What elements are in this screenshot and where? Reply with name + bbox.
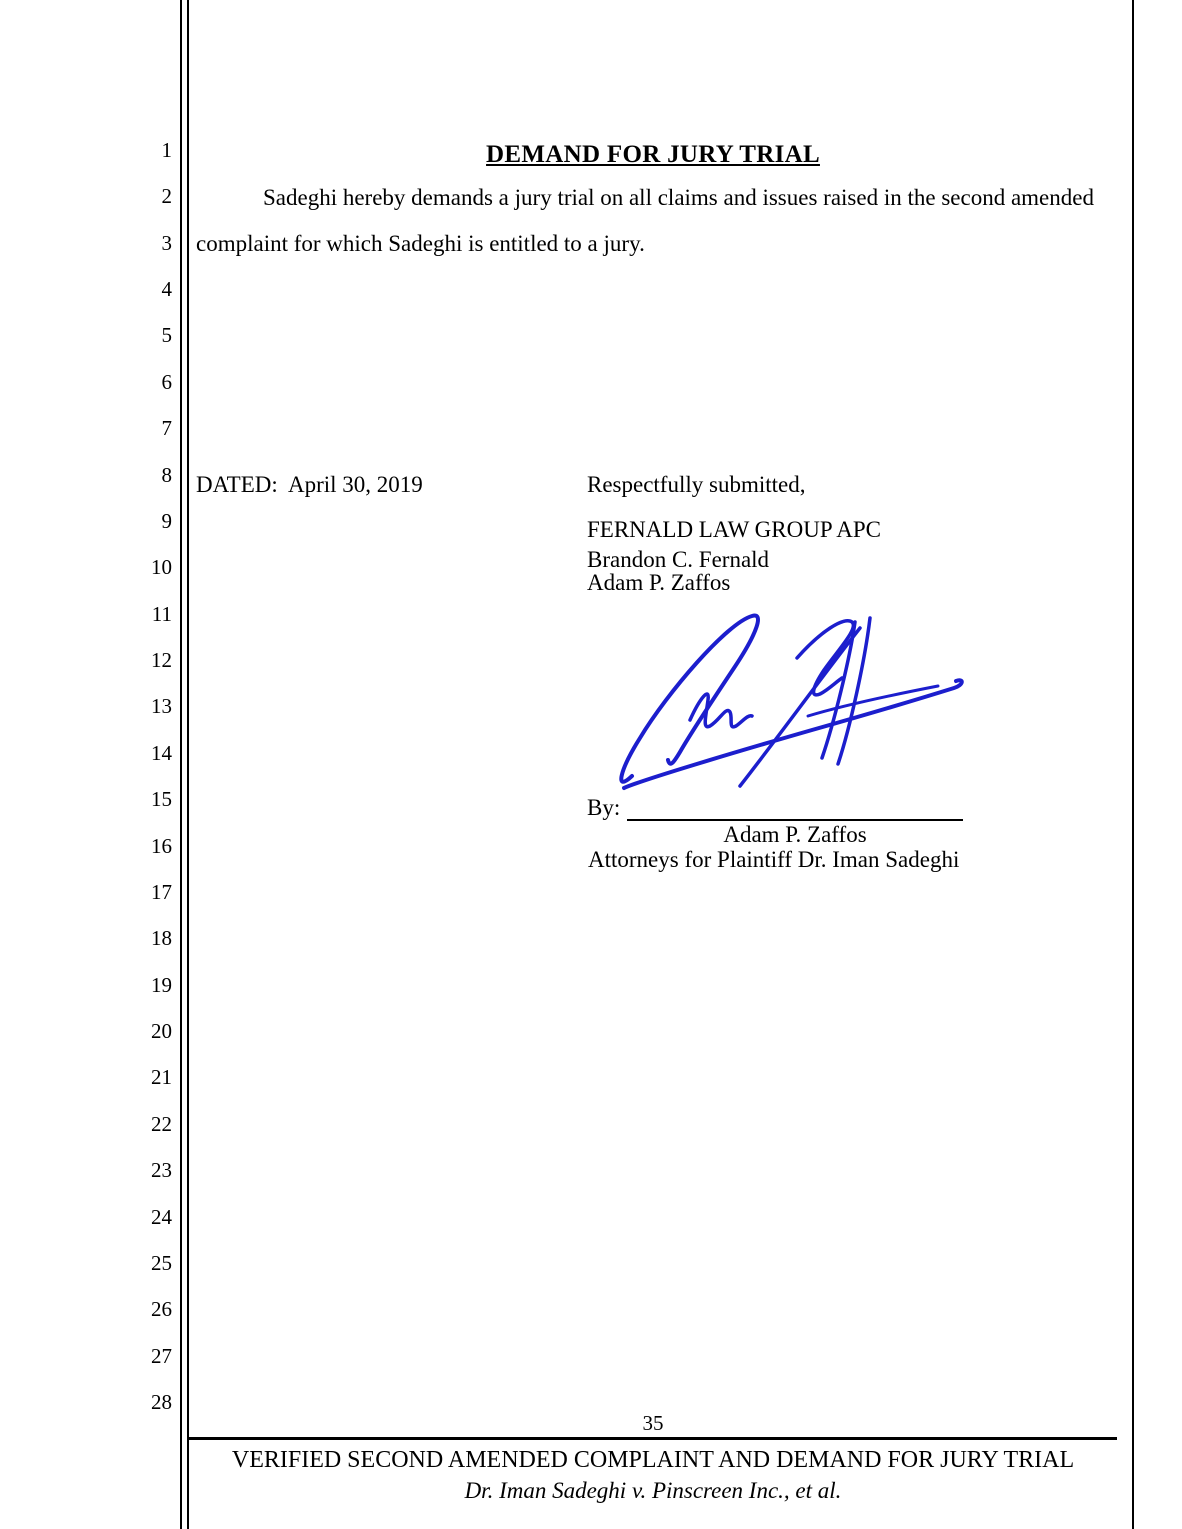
body-paragraph-line-1: Sadeghi hereby demands a jury trial on all claims and issues raised in the second amended xyxy=(263,185,1094,210)
footer-case-name: Dr. Iman Sadeghi v. Pinscreen Inc., et al. xyxy=(464,1478,842,1503)
dated-line: DATED: April 30, 2019 xyxy=(196,472,423,497)
footer-document-title: VERIFIED SECOND AMENDED COMPLAINT AND DEMAND FOR JURY TRIAL xyxy=(231,1447,1075,1473)
line-number: 9 xyxy=(161,508,172,533)
line-number: 8 xyxy=(161,462,172,487)
respectfully-submitted: Respectfully submitted, xyxy=(587,472,806,497)
attorney-name-1: Brandon C. Fernald xyxy=(587,547,770,572)
line-number: 26 xyxy=(151,1297,172,1322)
line-number: 23 xyxy=(151,1158,172,1183)
line-number: 16 xyxy=(151,833,172,858)
right-margin-rule xyxy=(1132,0,1134,1529)
attorney-name-2: Adam P. Zaffos xyxy=(587,570,731,595)
page-number: 35 xyxy=(642,1411,664,1435)
line-number: 13 xyxy=(151,694,172,719)
line-number: 10 xyxy=(151,555,172,580)
line-number: 25 xyxy=(151,1250,172,1275)
line-number: 15 xyxy=(151,787,172,812)
line-number: 19 xyxy=(151,972,172,997)
signature-underline xyxy=(627,819,963,821)
line-number: 28 xyxy=(151,1389,172,1414)
line-number: 18 xyxy=(151,926,172,951)
line-number: 7 xyxy=(161,416,172,441)
line-number: 2 xyxy=(161,184,172,209)
line-number: 1 xyxy=(161,138,172,162)
line-number: 21 xyxy=(151,1065,172,1090)
footer-rule xyxy=(188,1437,1117,1440)
signer-title: Attorneys for Plaintiff Dr. Iman Sadeghi xyxy=(588,847,960,872)
law-firm-name: FERNALD LAW GROUP APC xyxy=(587,517,882,542)
line-number: 5 xyxy=(161,323,172,348)
handwritten-signature-icon xyxy=(612,608,972,803)
line-number: 6 xyxy=(161,369,172,394)
line-number: 20 xyxy=(151,1019,172,1044)
line-number: 27 xyxy=(151,1343,172,1368)
body-paragraph-line-2: complaint for which Sadeghi is entitled to a jury. xyxy=(196,231,645,256)
signer-name: Adam P. Zaffos xyxy=(723,822,867,847)
line-number: 3 xyxy=(161,230,172,255)
line-number: 4 xyxy=(161,277,172,302)
line-number: 14 xyxy=(151,740,172,765)
left-margin-double-rule xyxy=(180,0,189,1529)
section-heading: DEMAND FOR JURY TRIAL xyxy=(486,141,820,168)
line-number: 12 xyxy=(151,648,172,673)
line-number: 24 xyxy=(151,1204,172,1229)
by-label: By: xyxy=(587,795,621,820)
line-number: 17 xyxy=(151,879,172,904)
line-number: 11 xyxy=(151,601,172,626)
signature-block xyxy=(612,608,972,803)
line-number: 22 xyxy=(151,1111,172,1136)
